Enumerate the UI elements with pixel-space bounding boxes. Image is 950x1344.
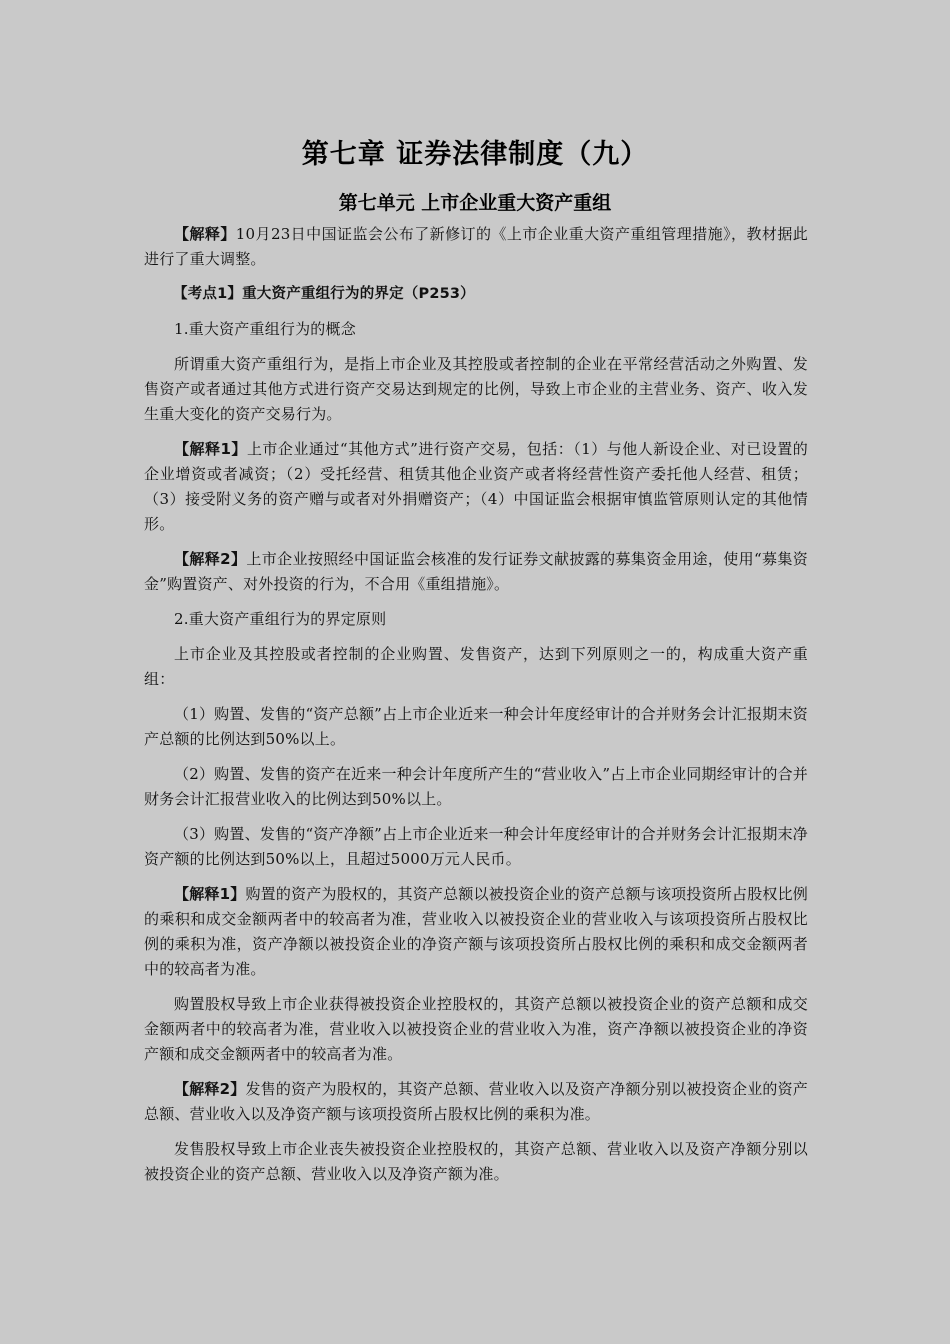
chapter-title: 第七章 证券法律制度（九） xyxy=(301,139,649,170)
section-heading xyxy=(144,282,808,307)
unit-subtitle: 第七单元 上市企业重大资产重组 xyxy=(338,192,612,214)
paragraph xyxy=(144,642,808,692)
paragraph xyxy=(144,992,808,1067)
paragraph-tag: 【解释1】 xyxy=(174,885,246,903)
paragraph-text: 上市企业及其控股或者控制的企业购置、发售资产，达到下列原则之一的，构成重大资产重组： xyxy=(144,645,808,688)
paragraph-text: 发售股权导致上市企业丧失被投资企业控股权的，其资产总额、营业收入以及资产净额分别以被投资企业的资产总额、营业收入以及净资产额为准。 xyxy=(144,1140,808,1183)
paragraph-text: 1.重大资产重组行为的概念 xyxy=(174,320,356,338)
paragraph-text: 【考点1】重大资产重组行为的界定（P253） xyxy=(173,286,475,302)
paragraph xyxy=(144,702,808,752)
paragraph-tag: 【解释2】 xyxy=(174,550,247,568)
paragraph-text: （1）购置、发售的“资产总额”占上市企业近来一种会计年度经审计的合并财务会计汇报期末资产总额的比例达到50%以上。 xyxy=(144,705,808,748)
paragraph xyxy=(144,352,808,427)
paragraph-text: 2.重大资产重组行为的界定原则 xyxy=(174,610,387,628)
paragraph-text: （2）购置、发售的资产在近来一种会计年度所产生的“营业收入”占上市企业同期经审计的合并财务会计汇报营业收入的比例达到50%以上。 xyxy=(144,765,808,808)
paragraph-text: 上市企业通过“其他方式”进行资产交易，包括：（1）与他人新设企业、对已设置的企业增资或者减资；（2）受托经营、租赁其他企业资产或者将经营性资产委托他人经营、租赁；（3）接受附义务的资产赠与或者对外捐赠资产；（4）中国证监会根据审慎监管原则认定的其他情形。 xyxy=(144,440,809,533)
paragraph-text: 上市企业按照经中国证监会核准的发行证券文献披露的募集资金用途，使用“募集资金”购置资产、对外投资的行为，不合用《重组措施》。 xyxy=(144,550,809,593)
paragraph xyxy=(144,882,808,982)
paragraph-text: 10月23日中国证监会公布了新修订的《上市企业重大资产重组管理措施》，教材据此进行了重大调整。 xyxy=(144,225,808,268)
paragraph-text: 所谓重大资产重组行为，是指上市企业及其控股或者控制的企业在平常经营活动之外购置、发售资产或者通过其他方式进行资产交易达到规定的比例，导致上市企业的主营业务、资产、收入发生重大变化的资产交易行为。 xyxy=(144,355,808,423)
paragraph xyxy=(144,822,808,872)
paragraph-text: 购置股权导致上市企业获得被投资企业控股权的，其资产总额以被投资企业的资产总额和成交金额两者中的较高者为准，营业收入以被投资企业的营业收入为准，资产净额以被投资企业的净资产额和成交金额两者中的较高者为准。 xyxy=(144,995,808,1063)
paragraph-tag: 【解释2】 xyxy=(174,1080,246,1098)
paragraph-text: 购置的资产为股权的，其资产总额以被投资企业的资产总额与该项投资所占股权比例的乘积和成交金额两者中的较高者为准，营业收入以被投资企业的营业收入与该项投资所占股权比例的乘积为准，资产净额以被投资企业的净资产额与该项投资所占股权比例的乘积和成交金额两者中的较高者为准。 xyxy=(144,885,809,978)
paragraph xyxy=(144,317,808,342)
paragraph-text: （3）购置、发售的“资产净额”占上市企业近来一种会计年度经审计的合并财务会计汇报期末净资产额的比例达到50%以上，且超过5000万元人民币。 xyxy=(144,825,808,868)
paragraph xyxy=(144,437,808,537)
paragraph xyxy=(144,1077,808,1127)
paragraph-tag: 【解释】 xyxy=(174,225,236,243)
paragraph xyxy=(144,607,808,632)
paragraph-tag: 【解释1】 xyxy=(174,440,247,458)
paragraph xyxy=(144,547,808,597)
paragraph xyxy=(144,762,808,812)
paragraph xyxy=(144,1137,808,1187)
paragraph xyxy=(144,222,808,272)
document-body xyxy=(144,222,808,1197)
paragraph-text: 发售的资产为股权的，其资产总额、营业收入以及资产净额分别以被投资企业的资产总额、营业收入以及净资产额与该项投资所占股权比例的乘积为准。 xyxy=(144,1080,809,1123)
